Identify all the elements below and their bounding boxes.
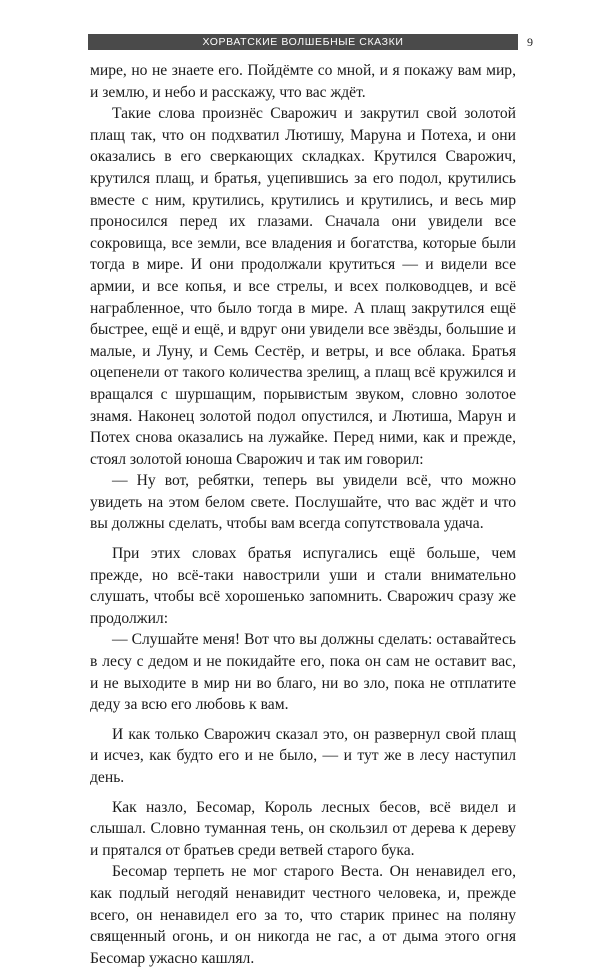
paragraph: Такие слова произнёс Сварожич и закрутил свой золотой плащ так, что он подхватил Лютишу, Маруна и Потеха, и они оказались в его сверкающих складках. Крутился Сварожич, крутился плащ, и братья, уцепившись за его подол, крутились вместе с ним, крутились, крутились и крутились, и весь мир проносился перед их глазами. Сначала они увидели все сокровища, все земли, все владения и богатства, которые были тогда в мире. И они продолжали крутиться — и видели все армии, и все копья, и все стрелы, и всех полководцев, и всё награбленное, что было тогда в мире. А плащ закрутился ещё быстрее, ещё и ещё, и вдруг они увидели все звёзды, большие и малые, и Луну, и Семь Сестёр, и ветры, и все облака. Братья оцепенели от такого количества зрелищ, а плащ всё кружился и вращался с шуршащим, порывистым звуком, словно золотое знамя. Наконец золотой подол опустился, и Лютиша, Марун и Потех снова оказались на лужайке. Перед ними, как и прежде, стоял золотой юноша Сварожич и так им говорил: (90, 105, 516, 468)
running-header (88, 34, 518, 50)
paragraph: — Ну вот, ребятки, теперь вы увидели всё, что можно увидеть на этом белом свете. Послушайте, что вас ждёт и что вы должны сделать, чтобы вам всегда сопутствовала удача. (90, 472, 516, 533)
paragraph: Как назло, Бесомар, Король лесных бесов, всё видел и слышал. Словно туманная тень, он скользил от дерева к дереву и прятался от братьев среди ветвей старого бука. (90, 798, 516, 859)
page-number: 9 (527, 34, 533, 49)
paragraph: При этих словах братья испугались ещё больше, чем прежде, но всё-таки навострили уши и стали внимательно слушать, чтобы всё хорошенько запомнить. Сварожич сразу же продолжил: (90, 545, 516, 627)
paragraph: Бесомар терпеть не мог старого Веста. Он ненавидел его, как подлый негодяй ненавидит честного человека, и, прежде всего, он ненавидел его за то, что старик принес на поляну священный огонь, и он никогда не гас, а от дыма этого огня Бесомар ужасно кашлял. (90, 863, 516, 967)
body-text (90, 60, 516, 969)
paragraph: — Слушайте меня! Вот что вы должны сделать: оставайтесь в лесу с дедом и не покидайте его, пока он сам не оставит вас, и не выходите в мир ни во благо, ни во зло, пока не отплатите деду за всю его любовь к вам. (90, 631, 516, 714)
paragraph: И как только Сварожич сказал это, он развернул свой плащ и исчез, как будто его и не было, — и тут же в лесу наступил день. (90, 725, 516, 786)
header-title: ХОРВАТСКИЕ ВОЛШЕБНЫЕ СКАЗКИ (202, 36, 404, 48)
paragraph: мире, но не знаете его. Пойдёмте со мной, и я покажу вам мир, и землю, и небо и расскажу, что вас ждёт. (90, 62, 516, 101)
